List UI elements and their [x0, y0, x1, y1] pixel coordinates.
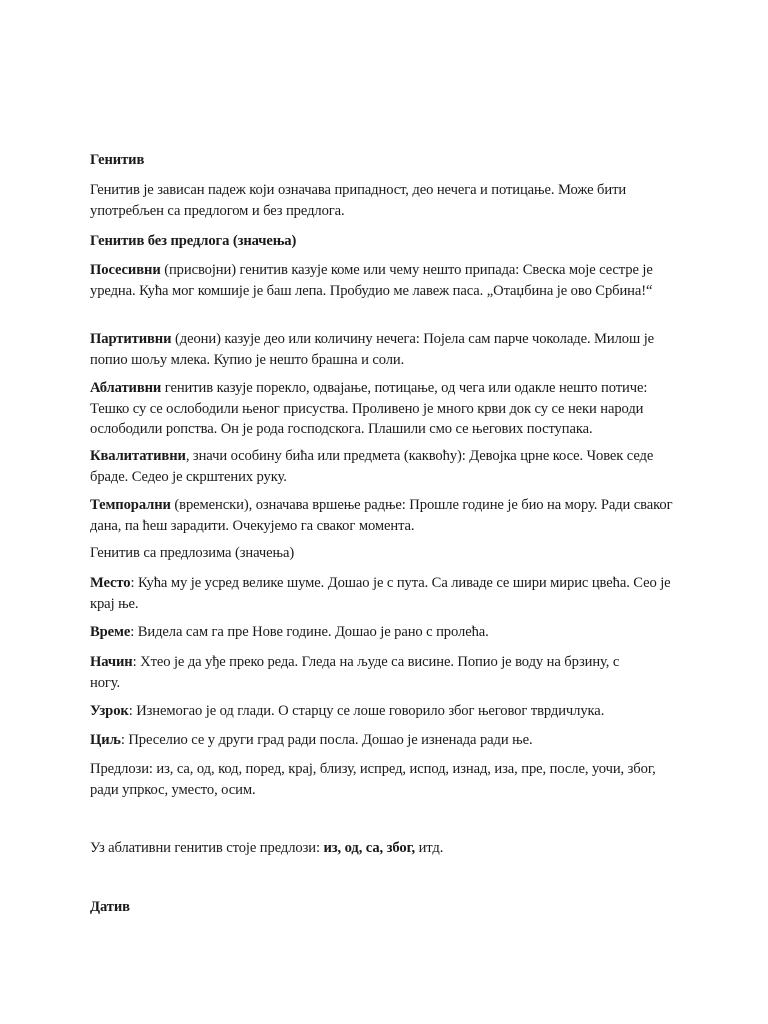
term-nacin: Начин [90, 654, 133, 670]
term-partitivni: Партитивни [90, 331, 172, 347]
ablativ-note-prefix: Уз аблативни генитив стоје предлози: [90, 840, 324, 856]
paragraph-temporalni [90, 495, 675, 536]
term-cilj: Циљ [90, 732, 121, 748]
paragraph-kvalitativni [90, 446, 670, 487]
term-vreme: Време [90, 624, 131, 640]
term-ablativni: Аблативни [90, 380, 162, 396]
paragraph-vreme [90, 622, 680, 643]
term-mesto: Место [90, 575, 131, 591]
subheading-with-prepositions: Генитив са предлозима (значења) [90, 545, 295, 561]
text-kvalitativni: , значи особину бића или предмета (каквоћу): Девојка црне косе. Човек седе браде. Седео је скрштених руку. [90, 448, 654, 485]
term-kvalitativni: Квалитативни [90, 448, 186, 464]
text-vreme: : Видела сам га пре Нове године. Дошао је рано с пролећа. [130, 624, 489, 640]
term-posesivni: Посесивни [90, 262, 161, 278]
section-title-genitiv: Генитив [90, 152, 145, 168]
paragraph-cilj [90, 730, 690, 751]
paragraph-predlozi: Предлози: из, са, од, код, поред, крај, близу, испред, испод, изнад, иза, пре, после, уочи, због, ради упркос, уместо, осим. [90, 761, 656, 798]
subheading-without-prepositions: Генитив без предлога (значења) [90, 233, 297, 249]
paragraph-ablativ-note [90, 838, 690, 859]
ablativ-note-prepositions: из, од, са, због, [323, 840, 416, 856]
text-nacin: : Хтео је да уђе преко реда. Гледа на људе са висине. Попио је воду на брзину, с ногу. [90, 654, 620, 691]
paragraph-mesto [90, 573, 680, 614]
ablativ-note-suffix: итд. [415, 840, 444, 856]
term-temporalni: Темпорални [90, 497, 171, 513]
text-cilj: : Преселио се у други град ради посла. Дошао је изненада ради ње. [120, 732, 533, 748]
paragraph-ablativni [90, 378, 690, 440]
term-uzrok: Узрок [90, 703, 129, 719]
section-title-dativ: Датив [90, 899, 130, 915]
text-temporalni: (временски), означава вршење радње: Прошле године је био на мору. Ради сваког дана, па ћеш зарадити. Очекујемо га сваког момента. [90, 497, 673, 534]
text-ablativni: генитив казује порекло, одвајање, потицање, од чега или одакле нешто потиче: Тешко су се ослободили њеног присуства. Проливено је много крви док су се неки народи ослободили ропства. Он је рода господскога. Плашили смо се његових поступака. [90, 380, 648, 437]
intro-paragraph: Генитив је зависан падеж који означава припадност, део нечега и потицање. Може бити употребљен са предлогом и без предлога. [90, 182, 627, 219]
paragraph-posesivni [90, 260, 675, 301]
paragraph-uzrok [90, 701, 690, 722]
paragraph-partitivni [90, 329, 655, 370]
paragraph-nacin [90, 652, 650, 693]
text-posesivni: (присвојни) генитив казује коме или чему нешто припада: Свеска моје сестре је уредна. Кућа мог комшије је баш лепа. Пробудио ме лавеж паса. „Отаџбина је ово Србина!“ [90, 262, 653, 299]
text-partitivni: (деони) казује део или количину нечега: Појела сам парче чоколаде. Милош је попио шољу млека. Купио је нешто брашна и соли. [90, 331, 655, 368]
text-mesto: : Кућа му је усред велике шуме. Дошао је с пута. Са ливаде се шири мирис цвећа. Сео је крај ње. [90, 575, 671, 612]
text-uzrok: : Изнемогао је од глади. О старцу се лоше говорило због његовог тврдичлука. [128, 703, 605, 719]
